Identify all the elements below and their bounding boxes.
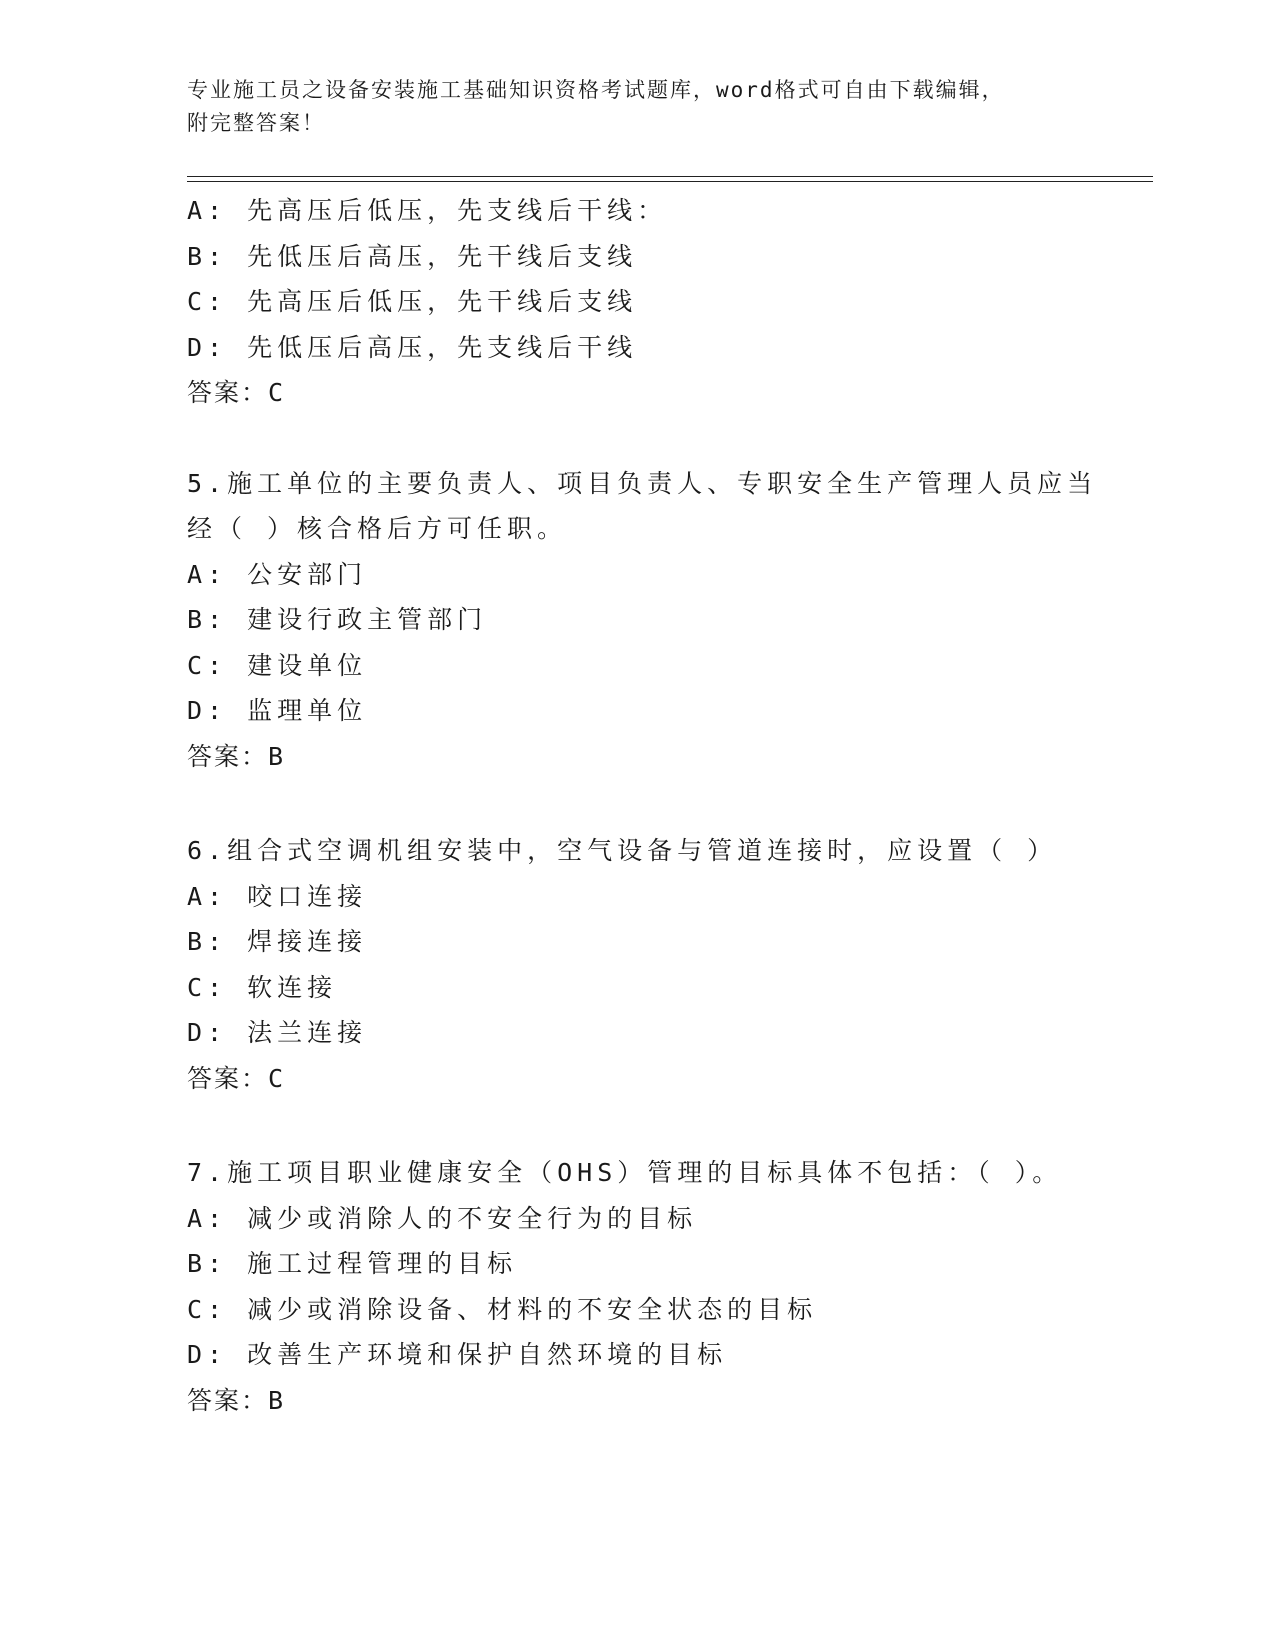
question-6-answer: 答案：C	[187, 1063, 286, 1093]
question-5-option-b: B: 建设行政主管部门	[187, 605, 488, 634]
question-4-answer: 答案：C	[187, 378, 286, 407]
question-4-option-c: C: 先高压后低压，先干线后支线	[187, 287, 638, 316]
header-divider-bottom	[187, 181, 1153, 182]
question-4-option-d: D: 先低压后高压，先支线后干线	[187, 332, 638, 362]
header-line-2: 附完整答案！	[187, 111, 325, 135]
question-4	[187, 188, 1107, 416]
question-5-stem-line-1: 5.施工单位的主要负责人、项目负责人、专职安全生产管理人员应当	[187, 468, 1098, 498]
question-6-stem-line-1: 6.组合式空调机组安装中，空气设备与管道连接时，应设置（ ）	[187, 836, 1058, 865]
question-7-option-a: A: 减少或消除人的不安全行为的目标	[187, 1203, 698, 1233]
header-line-1: 专业施工员之设备安装施工基础知识资格考试题库，word格式可自由下载编辑，	[187, 78, 1005, 102]
question-6-option-a: A: 咬口连接	[187, 881, 368, 911]
question-5-answer: 答案：B	[187, 741, 286, 771]
question-7-option-b: B: 施工过程管理的目标	[187, 1249, 518, 1278]
question-7-option-d: D: 改善生产环境和保护自然环境的目标	[187, 1340, 728, 1369]
question-6-option-b: B: 焊接连接	[187, 927, 368, 956]
question-5-option-a: A: 公安部门	[187, 559, 368, 589]
question-7-answer: 答案：B	[187, 1385, 286, 1415]
spacer	[187, 1101, 1107, 1150]
question-6	[187, 828, 1107, 1101]
question-5-option-d: D: 监理单位	[187, 696, 368, 725]
spacer	[187, 416, 1107, 461]
header-divider-top	[187, 176, 1153, 177]
question-list	[187, 188, 1107, 1423]
document-header	[187, 74, 1087, 140]
question-7-stem-line-1: 7.施工项目职业健康安全（OHS）管理的目标具体不包括：（ ）。	[187, 1158, 1063, 1187]
question-7	[187, 1150, 1107, 1423]
spacer	[187, 779, 1107, 828]
question-6-option-d: D: 法兰连接	[187, 1018, 368, 1047]
question-4-option-b: B: 先低压后高压，先干线后支线	[187, 241, 638, 271]
question-5	[187, 461, 1107, 780]
question-6-option-c: C: 软连接	[187, 972, 338, 1002]
question-4-option-a: A: 先高压后低压，先支线后干线：	[187, 196, 668, 225]
question-5-stem-line-2: 经（ ）核合格后方可任职。	[187, 514, 568, 543]
question-5-option-c: C: 建设单位	[187, 650, 368, 680]
question-7-option-c: C: 减少或消除设备、材料的不安全状态的目标	[187, 1294, 818, 1324]
